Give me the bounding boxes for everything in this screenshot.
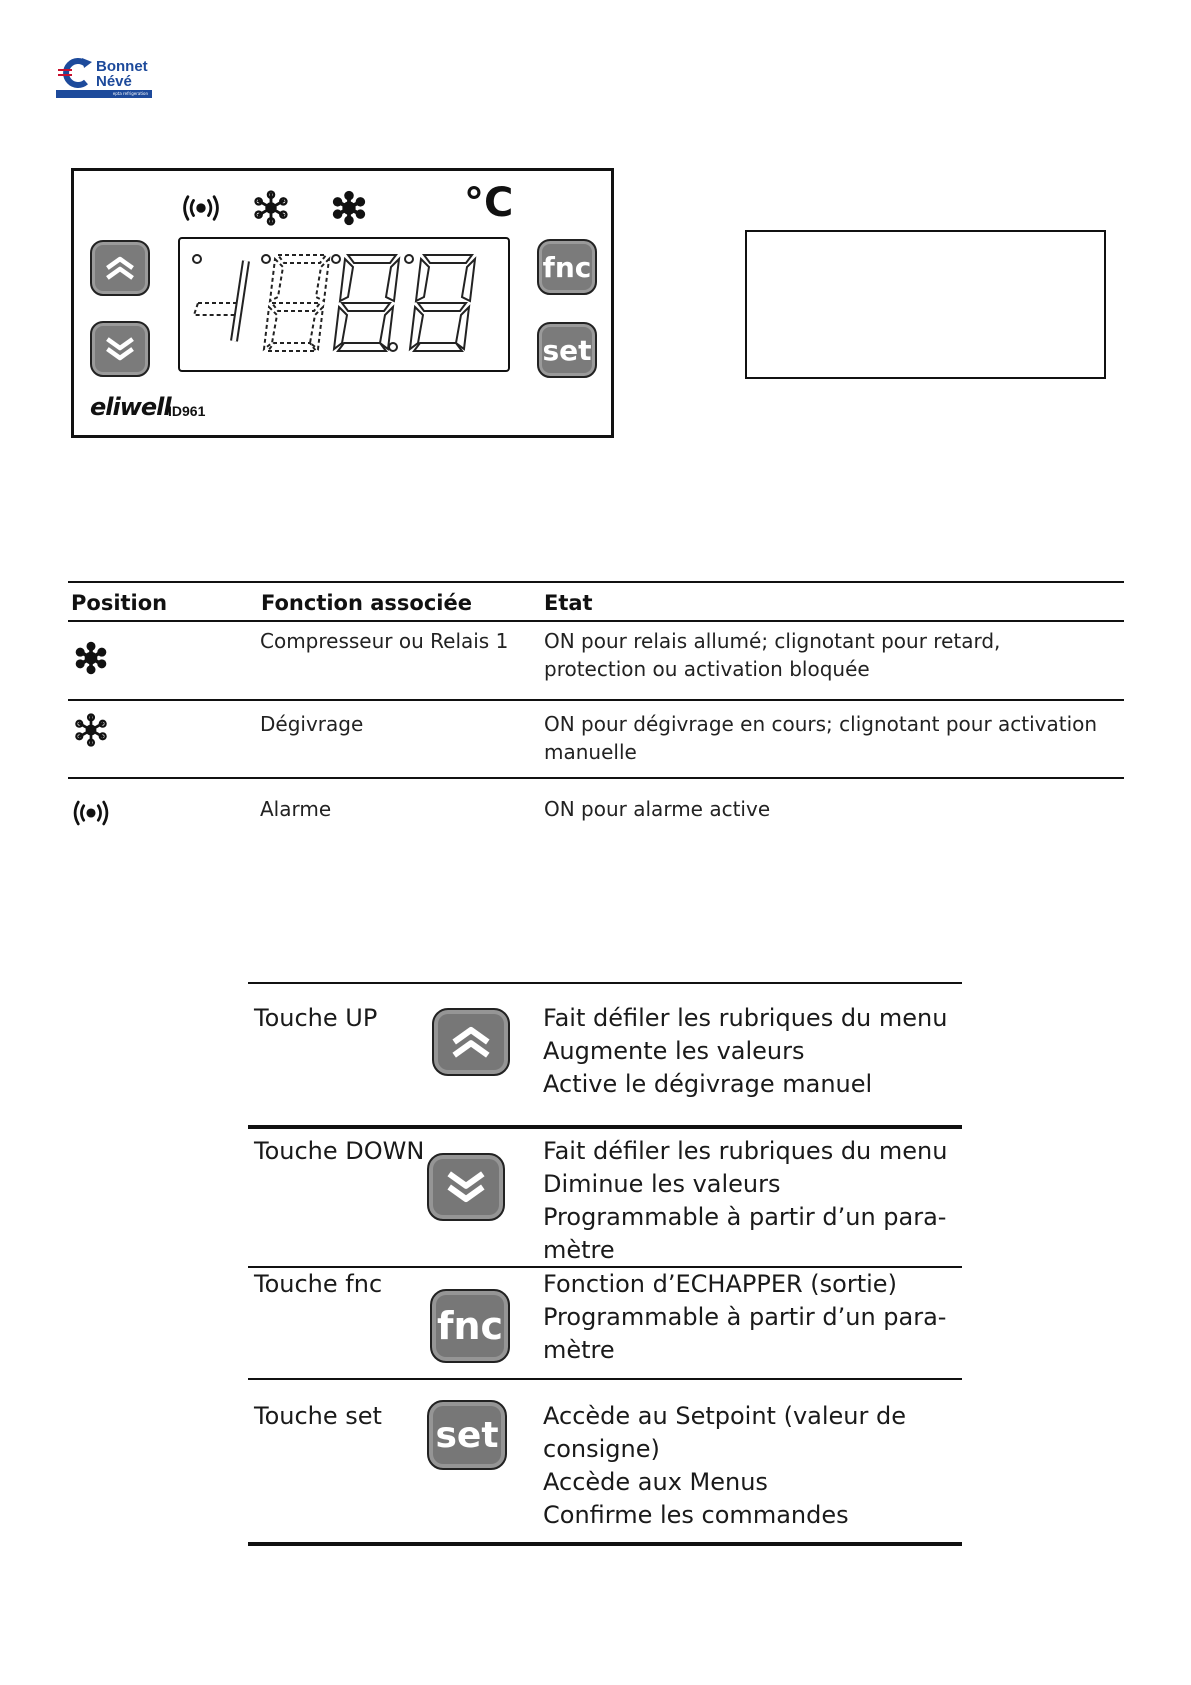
- state-cell-line: protection ou activation bloquée: [544, 657, 870, 681]
- description-line: Programmable à partir d’un para-: [543, 1203, 947, 1231]
- description-line: Confirme les commandes: [543, 1501, 849, 1529]
- description-line: Diminue les valeurs: [543, 1170, 781, 1198]
- logo-text: [96, 59, 148, 89]
- description-line: Active le dégivrage manuel: [543, 1070, 873, 1098]
- up-button[interactable]: [90, 240, 150, 296]
- chevron-double-down-icon: [102, 335, 138, 363]
- state-cell-line: ON pour relais allumé; clignotant pour retard,: [544, 629, 1001, 653]
- state-cell-line: ON pour dégivrage en cours; clignotant pour activation: [544, 712, 1098, 736]
- function-cell: Compresseur ou Relais 1: [260, 629, 509, 653]
- description-line: Augmente les valeurs: [543, 1037, 805, 1065]
- alarm-icon: [180, 193, 222, 223]
- state-cell-line: ON pour alarme active: [544, 797, 771, 821]
- company-logo: [56, 56, 156, 100]
- column-header-state: Etat: [544, 591, 593, 615]
- defrost-icon: [73, 712, 109, 748]
- fnc-button-icon: fnc: [430, 1289, 510, 1363]
- table-rule: [68, 699, 1124, 701]
- description-line: Accède au Setpoint (valeur de: [543, 1402, 906, 1430]
- defrost-icon: [252, 189, 290, 227]
- brand-logo: eliwell: [90, 393, 171, 421]
- chevron-double-up-icon: [447, 1024, 495, 1060]
- key-name: Touche set: [254, 1402, 382, 1430]
- description-line: consigne): [543, 1435, 660, 1463]
- model-label: ID961: [168, 403, 206, 419]
- table-rule: [68, 581, 1124, 583]
- function-cell: Dégivrage: [260, 712, 364, 736]
- state-cell-line: manuelle: [544, 740, 637, 764]
- description-line: Fait défiler les rubriques du menu: [543, 1137, 948, 1165]
- logo-mark-icon: [56, 56, 96, 90]
- compressor-icon: [330, 189, 368, 227]
- key-name: Touche fnc: [254, 1270, 383, 1298]
- set-button[interactable]: set: [537, 322, 597, 378]
- table-rule: [248, 1125, 962, 1129]
- logo-tagline: epta refrigeration: [56, 90, 152, 98]
- temperature-unit: °C: [464, 180, 514, 226]
- chevron-double-up-icon: [102, 254, 138, 282]
- column-header-position: Position: [71, 591, 168, 615]
- key-name: Touche UP: [254, 1004, 378, 1032]
- description-line: Fait défiler les rubriques du menu: [543, 1004, 948, 1032]
- table-rule: [68, 620, 1124, 622]
- logo-line2: Névé: [96, 73, 132, 90]
- key-name: Touche DOWN: [254, 1137, 425, 1165]
- logo-line1: Bonnet: [96, 58, 148, 75]
- description-line: mètre: [543, 1336, 615, 1364]
- alarm-icon: [71, 798, 111, 828]
- function-cell: Alarme: [260, 797, 332, 821]
- fnc-button[interactable]: fnc: [537, 239, 597, 295]
- compressor-icon: [73, 640, 109, 676]
- description-line: Fonction d’ECHAPPER (sortie): [543, 1270, 897, 1298]
- table-rule: [248, 1378, 962, 1380]
- description-line: Accède aux Menus: [543, 1468, 768, 1496]
- description-line: mètre: [543, 1236, 615, 1264]
- down-button-icon: [427, 1153, 505, 1221]
- lcd-display: [178, 237, 510, 372]
- blank-frame: [745, 230, 1106, 379]
- controller-front-panel: [71, 168, 614, 438]
- table-rule: [68, 777, 1124, 779]
- set-button-icon: set: [427, 1400, 507, 1470]
- up-button-icon: [432, 1008, 510, 1076]
- description-line: Programmable à partir d’un para-: [543, 1303, 947, 1331]
- table-rule: [248, 982, 962, 984]
- chevron-double-down-icon: [442, 1169, 490, 1205]
- seven-segment-digits: [180, 239, 508, 370]
- table-rule: [248, 1542, 962, 1546]
- down-button[interactable]: [90, 321, 150, 377]
- column-header-function: Fonction associée: [261, 591, 472, 615]
